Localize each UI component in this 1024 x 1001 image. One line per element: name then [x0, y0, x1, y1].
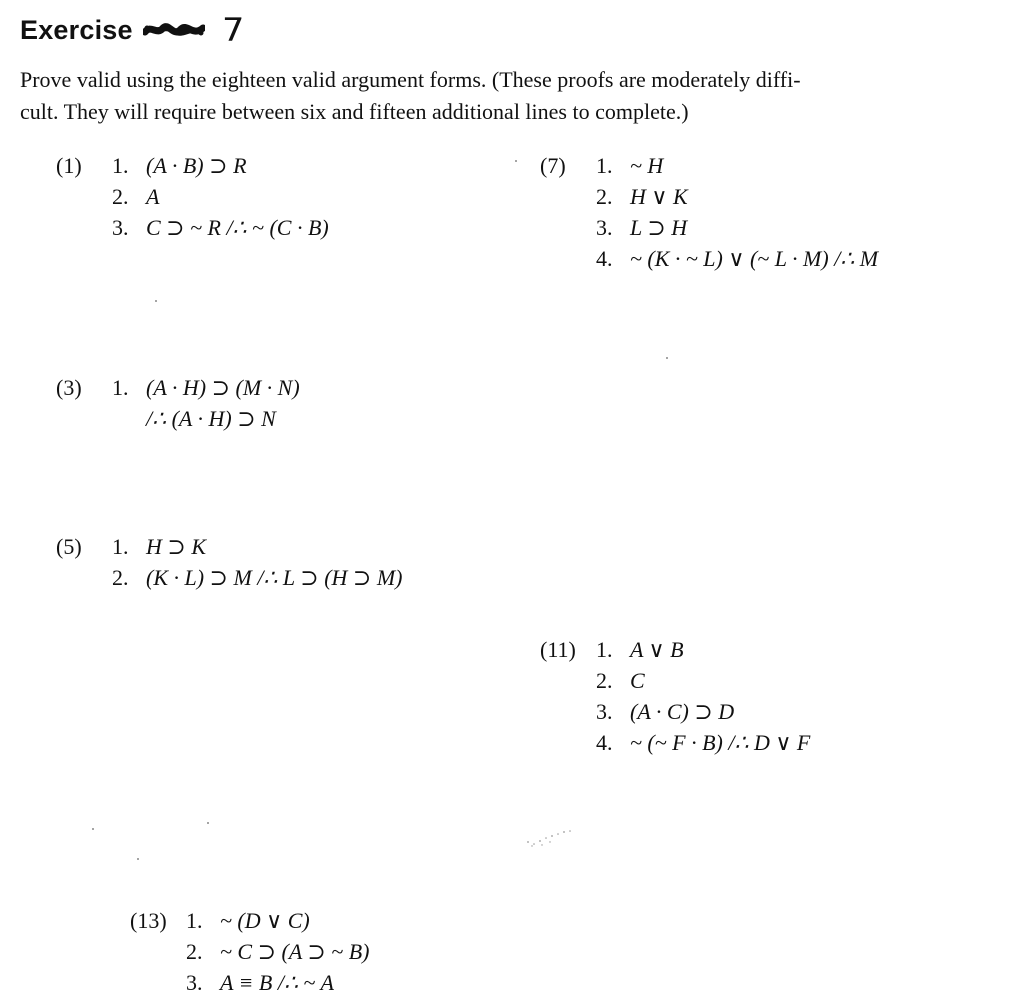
formula: L ⊃ H [630, 215, 688, 240]
problem-number: (3) [56, 375, 82, 400]
premise-line [112, 562, 403, 593]
line-number: 2. [112, 565, 129, 590]
formula: (A · H) ⊃ (M · N) [146, 375, 300, 400]
scan-speck [92, 828, 94, 830]
scan-speck [515, 160, 517, 162]
premise-line [186, 905, 369, 936]
line-number: 2. [596, 668, 613, 693]
line-number: 1. [596, 637, 613, 662]
premise-line [112, 372, 300, 403]
problem-number: (11) [540, 637, 576, 662]
formula: A ≡ B /∴ ~ A [220, 970, 334, 995]
premise-list [596, 634, 810, 758]
premise-line [186, 967, 369, 998]
formula: ~ (K · ~ L) ∨ (~ L · M) /∴ M [630, 246, 879, 271]
formula: H ⊃ K [146, 534, 206, 559]
problem-number: (5) [56, 534, 82, 559]
premise-line [596, 634, 810, 665]
line-number: 4. [596, 246, 613, 271]
problem-number: (13) [130, 908, 167, 933]
line-number: 1. [112, 153, 129, 178]
formula: (A · C) ⊃ D [630, 699, 735, 724]
premise-list [596, 150, 878, 274]
formula: (A · B) ⊃ R [146, 153, 247, 178]
line-number: 1. [596, 153, 613, 178]
formula: ~ H [630, 153, 664, 178]
exercise-title: Exercise [20, 14, 133, 45]
formula: A ∨ B [630, 637, 684, 662]
scribbled-out-number-icon [143, 20, 205, 40]
line-number: 1. [112, 534, 129, 559]
premise-line [186, 936, 369, 967]
scan-speck [666, 357, 668, 359]
formula: /∴ (A · H) ⊃ N [146, 406, 276, 431]
premise-line [596, 665, 810, 696]
scan-speck [155, 300, 157, 302]
premise-line [596, 212, 878, 243]
line-number: 1. [112, 375, 129, 400]
premise-line [112, 181, 329, 212]
premise-list [112, 372, 300, 434]
premise-line [112, 212, 329, 243]
line-number: 3. [596, 215, 613, 240]
line-number [112, 403, 146, 434]
problem-number: (1) [56, 153, 82, 178]
formula: ~ C ⊃ (A ⊃ ~ B) [220, 939, 370, 964]
premise-line [596, 181, 878, 212]
formula: H ∨ K [630, 184, 688, 209]
problem-number: (7) [540, 153, 566, 178]
premise-line [112, 150, 329, 181]
premise-line [596, 696, 810, 727]
line-number: 3. [112, 215, 129, 240]
line-number: 2. [112, 184, 129, 209]
scan-speck [207, 822, 209, 824]
scan-speck [137, 858, 139, 860]
formula: ~ (~ F · B) /∴ D ∨ F [630, 730, 811, 755]
formula: ~ (D ∨ C) [220, 908, 310, 933]
conclusion-line [112, 403, 300, 434]
instructions-line: cult. They will require between six and fifteen additional lines to complete.) [20, 99, 689, 124]
scan-smudge [522, 826, 578, 850]
formula: C [630, 668, 645, 693]
instructions-line: Prove valid using the eighteen valid argument forms. (These proofs are moderately diffi- [20, 67, 801, 92]
line-number: 3. [596, 699, 613, 724]
line-number: 1. [186, 908, 203, 933]
premise-list [186, 905, 369, 998]
premise-list [112, 150, 329, 243]
line-number: 3. [186, 970, 203, 995]
premise-line [112, 531, 403, 562]
premise-line [596, 150, 878, 181]
formula: A [146, 184, 160, 209]
premise-line [596, 727, 810, 758]
formula: (K · L) ⊃ M /∴ L ⊃ (H ⊃ M) [146, 565, 403, 590]
formula: C ⊃ ~ R /∴ ~ (C · B) [146, 215, 329, 240]
premise-list [112, 531, 403, 593]
handwritten-exercise-number: 7 [221, 11, 245, 49]
premise-line [596, 243, 878, 274]
exercise-heading [20, 10, 243, 50]
instructions-paragraph [20, 64, 960, 128]
line-number: 2. [186, 939, 203, 964]
line-number: 4. [596, 730, 613, 755]
line-number: 2. [596, 184, 613, 209]
